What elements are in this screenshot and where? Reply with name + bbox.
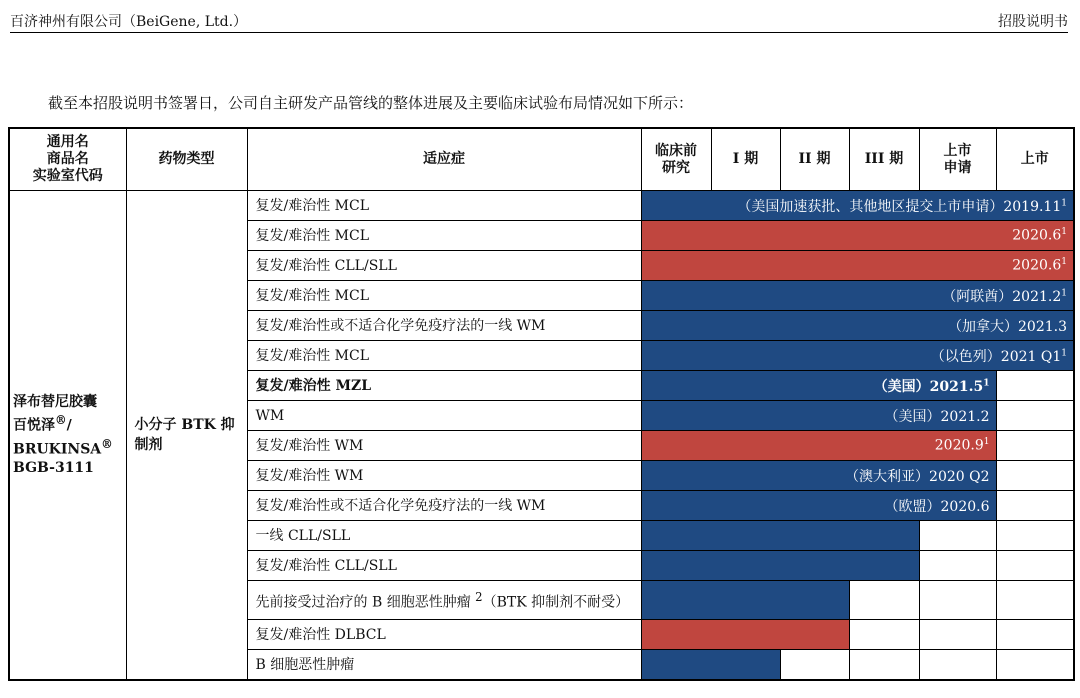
empty-stage-cell — [780, 650, 849, 681]
product-lab-code: BGB-3111 — [13, 459, 94, 476]
empty-stage-cell — [996, 620, 1074, 650]
indication-cell — [247, 311, 641, 341]
indication-cell — [247, 581, 641, 620]
progress-label: 2020.6 — [1012, 227, 1062, 244]
empty-stage-cell — [996, 431, 1074, 461]
indication-text: 先前接受过治疗的 B 细胞恶性肿瘤 — [255, 594, 471, 611]
progress-label: 2020.6 — [1012, 257, 1062, 274]
indication-text: 复发/难治性 MCL — [255, 287, 370, 304]
indication-cell — [247, 521, 641, 551]
indication-cell — [247, 401, 641, 431]
progress-bar — [641, 371, 996, 401]
progress-bar — [641, 650, 780, 681]
progress-label: （阿联酋）2021.2 — [942, 288, 1062, 305]
empty-stage-cell — [996, 581, 1074, 620]
intro-paragraph: 截至本招股说明书签署日，公司自主研发产品管线的整体进展及主要临床试验布局情况如下所示： — [48, 94, 694, 112]
progress-bar — [641, 191, 1074, 221]
col-header-phase1: I 期 — [711, 128, 780, 191]
indication-cell — [247, 650, 641, 681]
empty-stage-cell — [919, 581, 996, 620]
product-generic-name: 泽布替尼胶囊 — [13, 394, 97, 411]
indication-text: 复发/难治性或不适合化学免疫疗法的一线 WM — [255, 497, 546, 514]
empty-stage-cell — [919, 521, 996, 551]
indication-suffix: （BTK 抑制剂不耐受） — [482, 594, 630, 611]
footnote-marker: 1 — [1061, 227, 1067, 238]
progress-bar — [641, 221, 1074, 251]
col-header-preclinical — [641, 128, 711, 191]
indication-cell — [247, 191, 641, 221]
footnote-marker: 1 — [1061, 287, 1067, 298]
indication-text: 复发/难治性 CLL/SLL — [255, 557, 397, 574]
empty-stage-cell — [996, 521, 1074, 551]
company-name: 百济神州有限公司（BeiGene, Ltd.） — [10, 14, 248, 30]
col-header-name-line1: 通用名 — [46, 134, 89, 150]
product-brand-en — [13, 435, 126, 459]
indication-cell — [247, 281, 641, 311]
empty-stage-cell — [996, 371, 1074, 401]
empty-stage-cell — [996, 491, 1074, 521]
progress-bar — [641, 431, 996, 461]
indication-text: 一线 CLL/SLL — [255, 527, 351, 544]
progress-label: （以色列）2021 Q1 — [930, 348, 1062, 365]
table-header-row — [9, 128, 1074, 191]
progress-bar — [641, 251, 1074, 281]
empty-stage-cell — [919, 650, 996, 681]
progress-bar — [641, 551, 919, 581]
indication-text: 复发/难治性 WM — [255, 467, 364, 484]
footnote-marker: 1 — [983, 377, 990, 388]
product-brand-cn-suffix: / — [66, 418, 72, 434]
progress-label: （欧盟）2020.6 — [884, 498, 990, 515]
empty-stage-cell — [849, 650, 919, 681]
product-name-cell — [9, 191, 126, 681]
indication-cell — [247, 221, 641, 251]
page-header — [10, 8, 1068, 33]
col-header-preclinical-line2: 研究 — [662, 159, 690, 176]
footnote-marker: 1 — [983, 437, 990, 448]
empty-stage-cell — [996, 551, 1074, 581]
indication-text: 复发/难治性 MCL — [255, 197, 370, 214]
indication-text: 复发/难治性 WM — [255, 437, 364, 454]
col-header-filing-line1: 上市 — [943, 142, 972, 159]
progress-bar — [641, 281, 1074, 311]
progress-label: （加拿大）2021.3 — [948, 318, 1067, 335]
col-header-phase2: II 期 — [780, 128, 849, 191]
indication-text: 复发/难治性 DLBCL — [255, 626, 386, 643]
indication-cell — [247, 620, 641, 650]
indication-cell — [247, 251, 641, 281]
footnote-marker: 1 — [1061, 197, 1067, 208]
document-type: 招股说明书 — [998, 14, 1068, 30]
empty-stage-cell — [996, 461, 1074, 491]
product-brand-en-text: BRUKINSA — [13, 441, 102, 458]
empty-stage-cell — [919, 620, 996, 650]
progress-label: （美国）2021.5 — [873, 378, 984, 395]
indication-text: 复发/难治性 MCL — [255, 227, 370, 244]
empty-stage-cell — [919, 551, 996, 581]
col-header-filing-line2: 申请 — [943, 159, 972, 176]
indication-cell — [247, 371, 641, 401]
progress-bar — [641, 401, 996, 431]
indication-cell — [247, 461, 641, 491]
footnote-marker: 1 — [1061, 257, 1067, 268]
col-header-preclinical-line1: 临床前 — [655, 142, 697, 159]
col-header-marketed: 上市 — [996, 128, 1074, 191]
indication-text: 复发/难治性 CLL/SLL — [255, 257, 397, 274]
progress-bar — [641, 341, 1074, 371]
progress-label: （美国加速获批、其他地区提交上市申请）2019.11 — [737, 198, 1062, 215]
footnote-marker: 1 — [1061, 347, 1067, 358]
indication-text: B 细胞恶性肿瘤 — [255, 656, 355, 673]
product-brand-cn-text: 百悦泽 — [13, 418, 55, 434]
col-header-name-line2: 商品名 — [46, 151, 89, 167]
empty-stage-cell — [996, 650, 1074, 681]
pipeline-table — [8, 127, 1075, 681]
progress-label: （澳大利亚）2020 Q2 — [845, 468, 990, 485]
indication-cell — [247, 341, 641, 371]
empty-stage-cell — [849, 581, 919, 620]
progress-bar — [641, 521, 919, 551]
empty-stage-cell — [996, 401, 1074, 431]
indication-cell — [247, 551, 641, 581]
progress-bar — [641, 461, 996, 491]
indication-cell — [247, 491, 641, 521]
col-header-name — [9, 128, 126, 191]
col-header-name-line3: 实验室代码 — [32, 168, 103, 184]
drug-type-cell: 小分子 BTK 抑制剂 — [126, 191, 247, 681]
col-header-phase3: III 期 — [849, 128, 919, 191]
registered-mark: ® — [101, 437, 113, 451]
empty-stage-cell — [849, 620, 919, 650]
col-header-indication: 适应症 — [247, 128, 641, 191]
progress-bar — [641, 311, 1074, 341]
progress-bar — [641, 491, 996, 521]
table-row — [9, 191, 1074, 221]
progress-label: （美国）2021.2 — [884, 408, 990, 425]
progress-label: 2020.9 — [934, 437, 984, 454]
footnote-marker: 2 — [475, 590, 483, 605]
progress-bar — [641, 620, 849, 650]
progress-bar — [641, 581, 849, 620]
col-header-drug-type: 药物类型 — [126, 128, 247, 191]
product-brand-cn — [13, 411, 126, 435]
indication-text: 复发/难治性 MCL — [255, 347, 370, 364]
indication-text: 复发/难治性或不适合化学免疫疗法的一线 WM — [255, 317, 546, 334]
indication-text: 复发/难治性 MZL — [255, 377, 372, 394]
pipeline-body — [9, 191, 1074, 681]
indication-cell — [247, 431, 641, 461]
indication-text: WM — [255, 407, 285, 424]
registered-mark: ® — [55, 413, 67, 428]
col-header-filing — [919, 128, 996, 191]
